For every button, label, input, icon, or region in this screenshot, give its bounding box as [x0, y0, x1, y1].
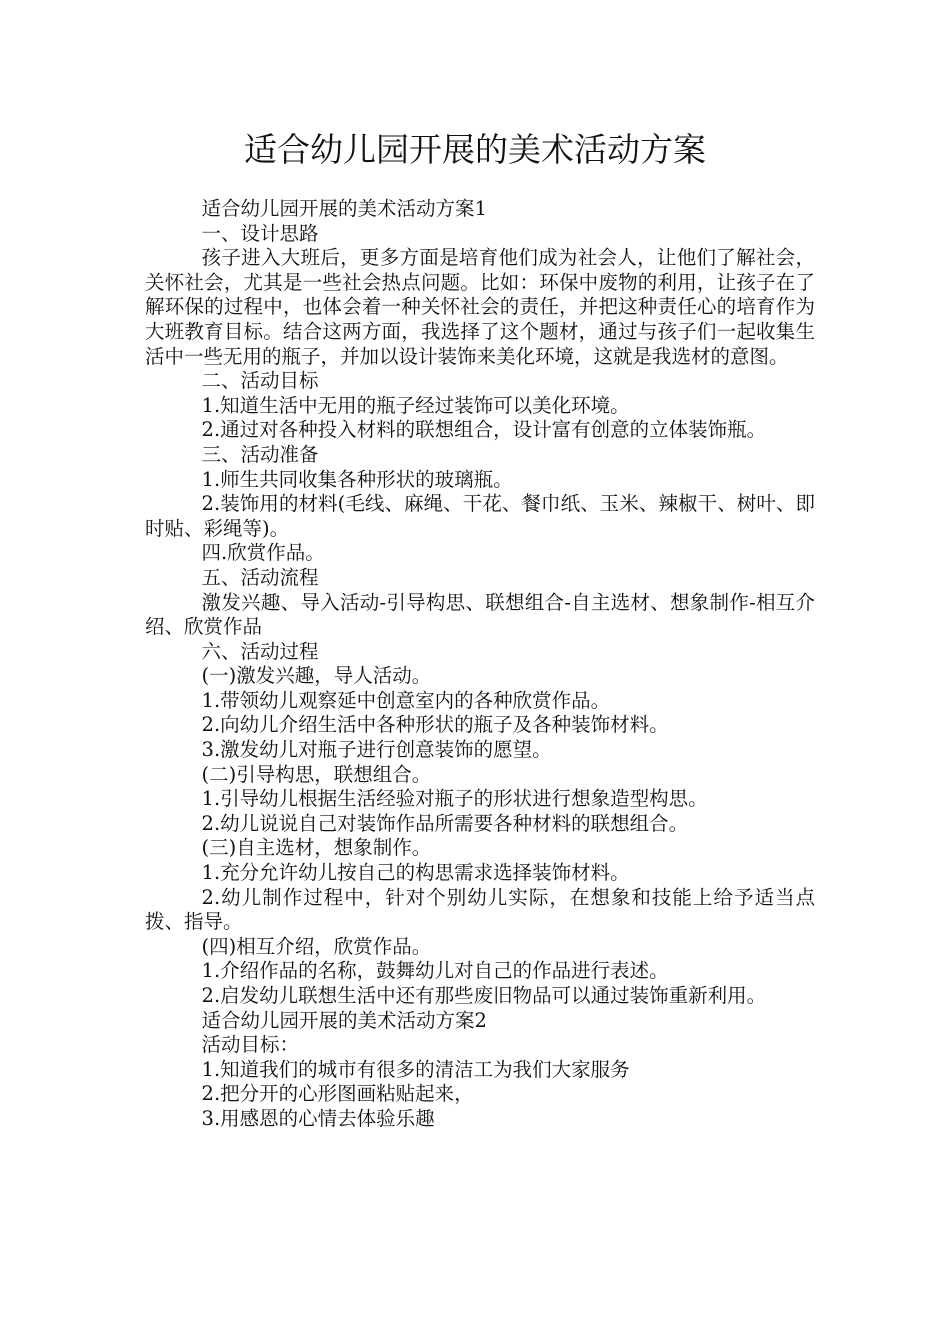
section-heading: 二、活动目标	[201, 369, 319, 393]
plan-1-heading: 适合幼儿园开展的美术活动方案1	[201, 197, 487, 220]
list-item: 3.用感恩的心情去体验乐趣	[201, 1106, 435, 1130]
section-heading: 六、活动过程	[201, 639, 319, 663]
list-item: 2.向幼儿介绍生活中各种形状的瓶子及各种装饰材料。	[201, 713, 669, 737]
subsection-heading: (四)相互介绍，欣赏作品。	[201, 934, 432, 958]
subsection-heading: (三)自主选材，想象制作。	[201, 836, 432, 860]
list-item: 2.幼儿说说自己对装饰作品所需要各种材料的联想组合。	[201, 811, 689, 835]
list-item: 2.装饰用的材料(毛线、麻绳、干花、餐巾纸、玉米、辣椒干、树叶、即时贴、彩绳等)。	[145, 492, 815, 540]
list-item: 1.师生共同收集各种形状的玻璃瓶。	[201, 467, 513, 491]
list-item: 2.把分开的心形图画粘贴起来，	[201, 1082, 474, 1106]
list-item: 1.充分允许幼儿按自己的构思需求选择装饰材料。	[201, 861, 630, 885]
subsection-heading: (二)引导构思，联想组合。	[201, 762, 432, 786]
section-heading: 五、活动流程	[201, 565, 319, 589]
subsection-heading: (一)激发兴趣，导人活动。	[201, 664, 432, 688]
list-item: 1.带领幼儿观察延中创意室内的各种欣赏作品。	[201, 688, 611, 712]
paragraph: 孩子进入大班后，更多方面是培育他们成为社会人，让他们了解社会，关怀社会，尤其是一些社会热点问题。比如：环保中废物的利用，让孩子在了解环保的过程中，也体会着一种关怀社会的责任，并把这种责任心的培育作为大班教育目标。结合这两方面，我选择了这个题材，通过与孩子们一起收集生活中一些无用的瓶子，并加以设计装饰来美化环境，这就是我选材的意图。	[145, 246, 815, 368]
list-item: 2.通过对各种投入材料的联想组合，设计富有创意的立体装饰瓶。	[201, 418, 767, 442]
section-heading: 四.欣赏作品。	[201, 541, 325, 565]
list-item: 1.引导幼儿根据生活经验对瓶子的形状进行想象造型构思。	[201, 787, 708, 811]
list-item: 3.激发幼儿对瓶子进行创意装饰的愿望。	[201, 738, 552, 762]
section-heading: 三、活动准备	[201, 442, 319, 466]
section-heading: 活动目标：	[201, 1033, 300, 1057]
list-item: 1.介绍作品的名称，鼓舞幼儿对自己的作品进行表述。	[201, 959, 669, 983]
list-item: 1.知道生活中无用的瓶子经过装饰可以美化环境。	[201, 393, 630, 417]
list-item: 2.启发幼儿联想生活中还有那些废旧物品可以通过装饰重新利用。	[201, 984, 767, 1007]
paragraph: 激发兴趣、导入活动-引导构思、联想组合-自主选材、想象制作-相互介绍、欣赏作品	[145, 590, 815, 639]
list-item: 2.幼儿制作过程中，针对个别幼儿实际，在想象和技能上给予适当点拨、指导。	[145, 885, 815, 934]
list-item: 1.知道我们的城市有很多的清洁工为我们大家服务	[201, 1057, 630, 1081]
document-body	[145, 197, 815, 1132]
plan-2-heading: 适合幼儿园开展的美术活动方案2	[201, 1008, 487, 1032]
document-title: 适合幼儿园开展的美术活动方案	[244, 130, 706, 169]
section-heading: 一、设计思路	[201, 221, 319, 245]
